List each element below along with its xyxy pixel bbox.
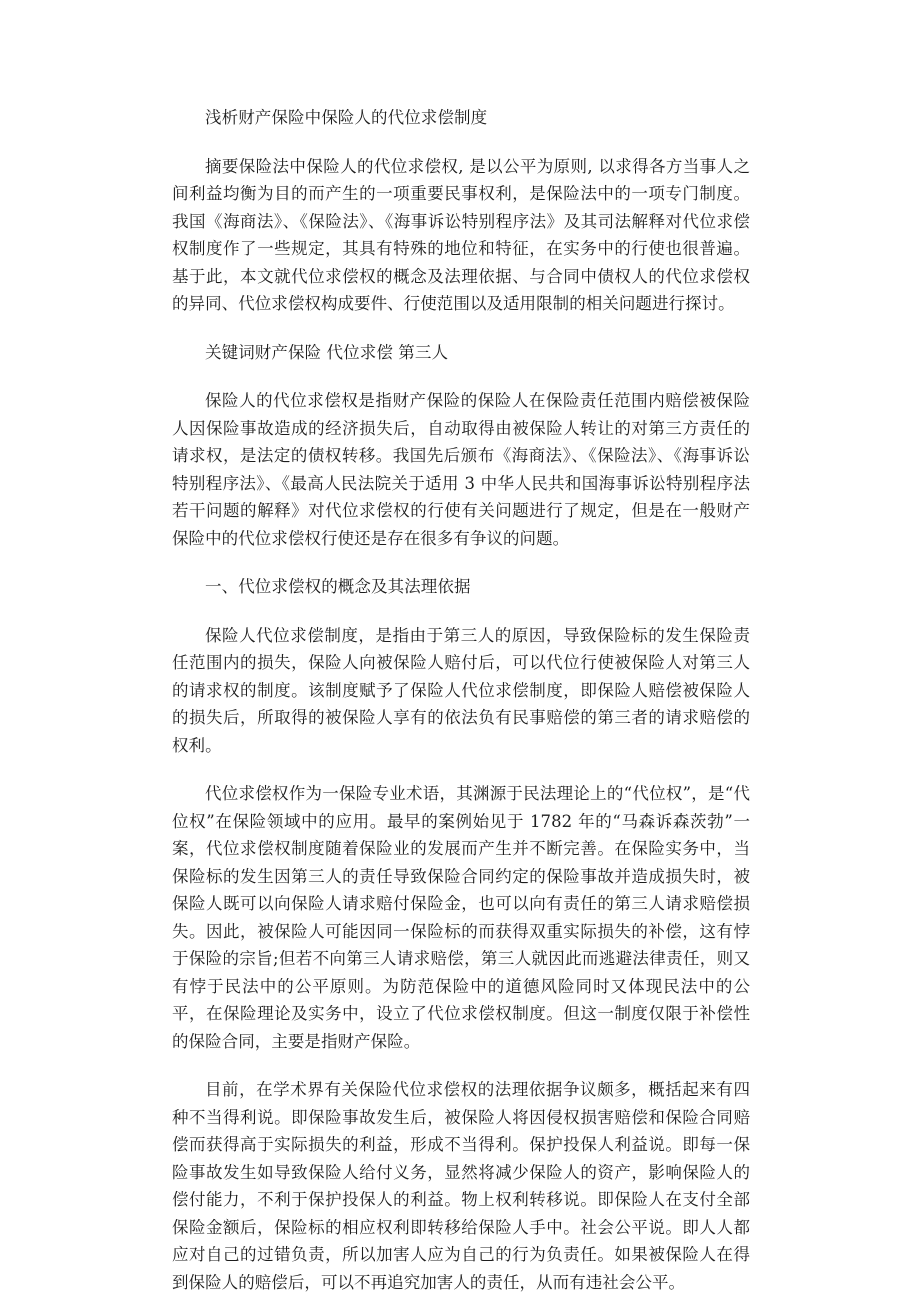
page-title: 浅析财产保险中保险人的代位求偿制度 (205, 108, 488, 127)
paragraph-introduction: 保险人的代位求偿权是指财产保险的保险人在保险责任范围内赔偿被保险人因保险事故造成的经济损失后，自动取得由被保险人转让的对第三方责任的请求权，是法定的债权转移。我国先后颁布《海商法》、《保险法》、《海事诉讼特别程序法》、《最高人民法院关于适用 3 中华人民共和国海事诉讼特别程序法若干问题的解释》对代位求偿权的行使有关问题进行了规定，但是在一般财产保险中的代位求偿权行使还是存在很多有争议的问题。 (172, 391, 750, 548)
document-text-column (172, 104, 750, 1296)
paragraph-origin: 代位求偿权作为一保险专业术语，其渊源于民法理论上的“代位权”，是“代位权”在保险领域中的应用。最早的案例始见于 1782 年的“马森诉森茨勃”一案，代位求偿权制度随着保险业的发展而产生并不断完善。在保险实务中，当保险标的发生因第三人的责任导致保险合同约定的保险事故并造成损失时，被保险人既可以向保险人请求赔付保险金，也可以向有责任的第三人请求赔偿损失。因此，被保险人可能因同一保险标的而获得双重实际损失的补偿，这有悖于保险的宗旨;但若不向第三人请求赔偿，第三人就因此而逃避法律责任，则又有悖于民法中的公平原则。为防范保险中的道德风险同时又体现民法中的公平，在保险理论及实务中，设立了代位求偿权制度。但这一制度仅限于补偿性的保险合同，主要是指财产保险。 (172, 784, 750, 1051)
keywords-line: 关键词财产保险 代位求偿 第三人 (205, 342, 449, 362)
paragraph-concept: 保险人代位求偿制度，是指由于第三人的原因，导致保险标的发生保险责任范围内的损失，保险人向被保险人赔付后，可以代位行使被保险人对第三人的请求权的制度。该制度赋予了保险人代位求偿制度，即保险人赔偿被保险人的损失后，所取得的被保险人享有的依法负有民事赔偿的第三者的请求赔偿的权利。 (172, 625, 750, 755)
paragraph-abstract: 摘要保险法中保险人的代位求偿权, 是以公平为原则, 以求得各方当事人之间利益均衡为目的而产生的一项重要民事权利，是保险法中的一项专门制度。我国《海商法》、《保险法》、《海事诉讼特别程序法》及其司法解释对代位求偿权制度作了一些规定，其具有特殊的地位和特征，在实务中的行使也很普遍。基于此，本文就代位求偿权的概念及法理依据、与合同中债权人的代位求偿权的异同、代位求偿权构成要件、行使范围以及适用限制的相关问题进行探讨。 (172, 156, 750, 313)
section-heading-1: 一、代位求偿权的概念及其法理依据 (205, 577, 471, 596)
paragraph-theories: 目前，在学术界有关保险代位求偿权的法理依据争议颇多，概括起来有四种不当得利说。即保险事故发生后，被保险人将因侵权损害赔偿和保险合同赔偿而获得高于实际损失的利益，形成不当得利。保护投保人利益说。即每一保险事故发生如导致保险人给付义务，显然将减少保险人的资产，影响保险人的偿付能力，不利于保护投保人的利益。物上权利转移说。即保险人在支付全部保险金额后，保险标的相应权利即转移给保险人手中。社会公平说。即人人都应对自己的过错负责，所以加害人应为自己的行为负责任。如果被保险人在得到保险人的赔偿后，可以不再追究加害人的责任，从而有违社会公平。 (172, 1080, 750, 1292)
